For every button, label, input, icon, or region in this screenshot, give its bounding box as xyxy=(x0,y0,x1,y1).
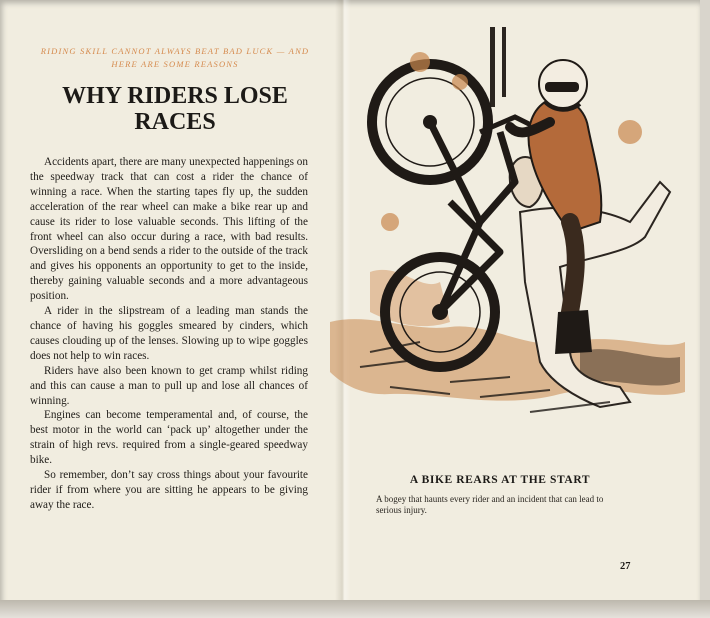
paragraph-4: Engines can become temperamental and, of course, the best motor in the world can ‘pack up’ altogether under the strain of high revs. required from a single-geared speedway bike. xyxy=(30,409,308,467)
page-number: 27 xyxy=(620,561,631,572)
speedway-illustration xyxy=(330,22,690,452)
caption-title: A BIKE REARS AT THE START xyxy=(409,474,591,486)
kicker-text: RIDING SKILL CANNOT ALWAYS BEAT BAD LUCK — AND HERE ARE SOME REASONS xyxy=(40,46,310,69)
caption-text: A bogey that haunts every rider and an incident that can lead to serious injury. xyxy=(376,494,604,515)
page-headline: WHY RIDERS LOSE RACES xyxy=(62,83,288,135)
paragraph-5: So remember, don’t say cross things about your favourite rider if from where you are sitting he appears to be giving away the race. xyxy=(30,469,308,511)
paragraph-2: A rider in the slipstream of a leading man stands the chance of having his goggles smeared by cinders, which causes clouding up of the lenses. Slowing up to wipe goggles does not help to win races. xyxy=(30,305,308,362)
paragraph-3: Riders have also been known to get cramp whilst riding and this can cause a man to pull up and lose all chances of winning. xyxy=(30,364,308,407)
page-bottom-edge xyxy=(0,600,710,618)
article-body xyxy=(30,155,308,513)
paragraph-1: Accidents apart, there are many unexpected happenings on the speedway track that can cost a rider the chance of winning a race. When the starting tapes fly up, the sudden acceleration of the rear wheel can make a bike rear up and cause its rider to lose valuable seconds. This lifting of the front wheel can also occur during a race, with bad results. Oversliding on a bend sends a rider to the outside of the track and gives his opponents an opportunity to get to the inside, thereby gaining valuable seconds and a more advantageous position. xyxy=(30,156,308,303)
